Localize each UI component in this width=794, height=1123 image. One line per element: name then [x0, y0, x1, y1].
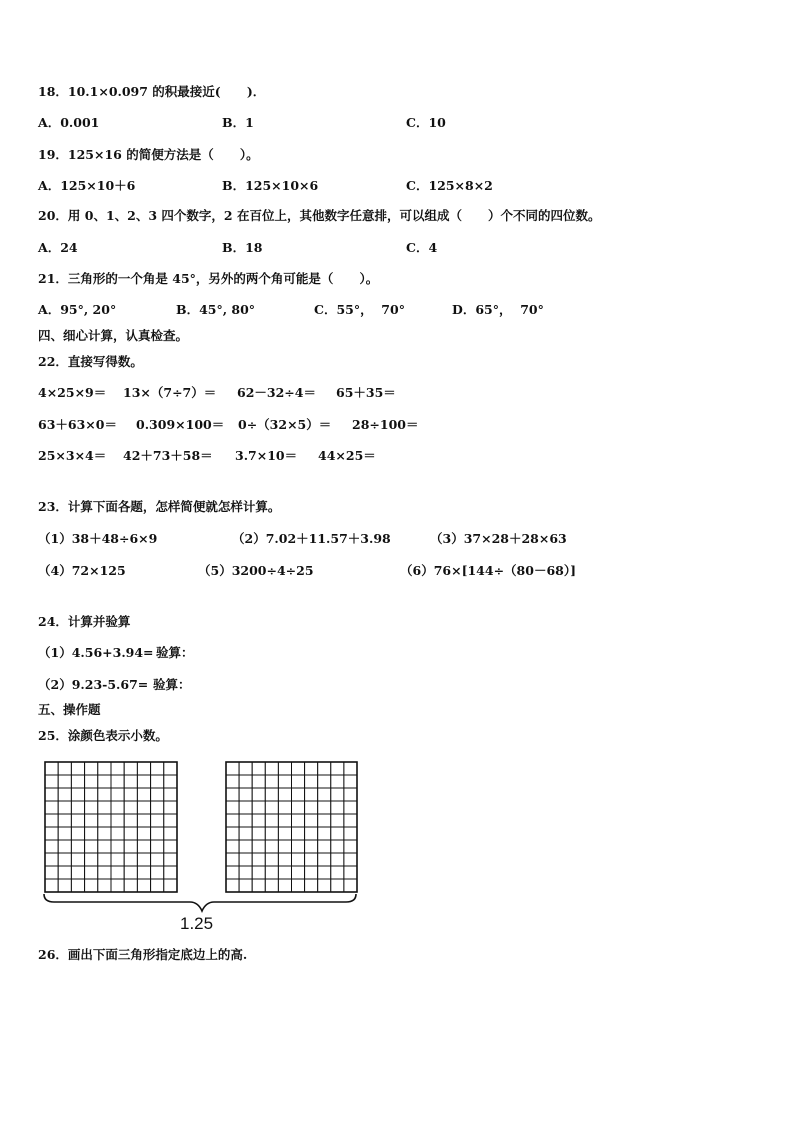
grid-cell[interactable] — [137, 762, 150, 775]
q20-option-c: C．4 — [406, 240, 438, 255]
grid-cell[interactable] — [58, 827, 71, 840]
grid-cell[interactable] — [292, 788, 305, 801]
q20-stem: 20．用 0、1、2、3 四个数字，2 在百位上，其他数字任意排，可以组成（ ）个不同的四位数。 — [38, 208, 601, 223]
grid-cell[interactable] — [344, 866, 357, 879]
grid-cell[interactable] — [239, 801, 252, 814]
q23-item: （3）37×28＋28×63 — [430, 531, 567, 546]
q19-option-c: C．125×8×2 — [406, 178, 493, 193]
grid-cell[interactable] — [318, 775, 331, 788]
grid-cell[interactable] — [85, 827, 98, 840]
grid-cell[interactable] — [71, 801, 84, 814]
grid-cell[interactable] — [58, 788, 71, 801]
grid-cell[interactable] — [58, 853, 71, 866]
grid-cell[interactable] — [292, 775, 305, 788]
grid-cell[interactable] — [252, 853, 265, 866]
grid-cell[interactable] — [164, 879, 177, 892]
q18-stem: 18．10.1×0.097 的积最接近( )． — [38, 84, 266, 99]
grid-cell[interactable] — [164, 840, 177, 853]
grid-cell[interactable] — [344, 788, 357, 801]
grid-cell[interactable] — [252, 788, 265, 801]
q22-stem: 22．直接写得数。 — [38, 354, 143, 369]
grid-cell[interactable] — [124, 840, 137, 853]
grid-cell[interactable] — [151, 762, 164, 775]
grid-cell[interactable] — [292, 840, 305, 853]
q26-stem: 26．画出下面三角形指定底边上的高. — [38, 947, 248, 962]
grid-cell[interactable] — [292, 853, 305, 866]
grid-cell[interactable] — [137, 853, 150, 866]
grid-cell[interactable] — [305, 866, 318, 879]
grid-cell[interactable] — [45, 840, 58, 853]
grid-cell[interactable] — [331, 788, 344, 801]
grid-cell[interactable] — [111, 801, 124, 814]
grid-cell[interactable] — [239, 827, 252, 840]
grid-cell[interactable] — [85, 801, 98, 814]
grid-cell[interactable] — [278, 788, 291, 801]
grid-cell[interactable] — [226, 762, 239, 775]
grid-cell[interactable] — [124, 879, 137, 892]
grid-cell[interactable] — [252, 814, 265, 827]
grid-cell[interactable] — [124, 775, 137, 788]
q23-stem: 23．计算下面各题，怎样简便就怎样计算。 — [38, 499, 281, 514]
q25-stem: 25．涂颜色表示小数。 — [38, 728, 168, 743]
q24-check-label: 验算： — [156, 645, 194, 660]
grid-cell[interactable] — [45, 788, 58, 801]
grid-cell[interactable] — [331, 840, 344, 853]
grid-cell[interactable] — [164, 801, 177, 814]
grid-cell[interactable] — [137, 879, 150, 892]
grid-cell[interactable] — [137, 788, 150, 801]
grid-cell[interactable] — [265, 827, 278, 840]
grid-cell[interactable] — [137, 814, 150, 827]
grid-cell[interactable] — [226, 814, 239, 827]
grid-cell[interactable] — [331, 827, 344, 840]
grid-cell[interactable] — [124, 801, 137, 814]
grid-cell[interactable] — [292, 866, 305, 879]
q21-option-d: D．65°， 70° — [452, 302, 544, 317]
grid-cell[interactable] — [85, 775, 98, 788]
grid-cell[interactable] — [226, 840, 239, 853]
grid-cell[interactable] — [164, 775, 177, 788]
grid-cell[interactable] — [278, 840, 291, 853]
grid-cell[interactable] — [45, 814, 58, 827]
q19-option-a: A．125×10＋6 — [38, 178, 136, 193]
grid-cell[interactable] — [265, 788, 278, 801]
grid-cell[interactable] — [137, 866, 150, 879]
hundred-grid-right[interactable] — [225, 761, 358, 893]
grid-cell[interactable] — [151, 853, 164, 866]
grid-cell[interactable] — [58, 879, 71, 892]
grid-cell[interactable] — [124, 762, 137, 775]
q22-item: 65＋35＝ — [336, 385, 396, 400]
grid-cell[interactable] — [58, 801, 71, 814]
grid-cell[interactable] — [344, 762, 357, 775]
grid-cell[interactable] — [278, 762, 291, 775]
q23-item: （2）7.02＋11.57＋3.98 — [232, 531, 391, 546]
grid-cell[interactable] — [265, 840, 278, 853]
grid-cell[interactable] — [226, 866, 239, 879]
grid-cell[interactable] — [151, 788, 164, 801]
grid-cell[interactable] — [278, 853, 291, 866]
q21-stem: 21．三角形的一个角是 45°，另外的两个角可能是（ ）。 — [38, 271, 379, 286]
grid-cell[interactable] — [239, 840, 252, 853]
grid-cell[interactable] — [331, 814, 344, 827]
grid-cell[interactable] — [85, 788, 98, 801]
q21-option-c: C．55°， 70° — [314, 302, 405, 317]
q22-item: 42＋73＋58＝ — [123, 448, 213, 463]
grid-cell[interactable] — [305, 775, 318, 788]
grid-cell[interactable] — [318, 814, 331, 827]
grid-cell[interactable] — [164, 866, 177, 879]
grid-cell[interactable] — [111, 866, 124, 879]
grid-cell[interactable] — [305, 762, 318, 775]
grid-cell[interactable] — [151, 840, 164, 853]
grid-cell[interactable] — [111, 788, 124, 801]
q24-check-label: 验算： — [153, 677, 191, 692]
grid-cell[interactable] — [252, 827, 265, 840]
q21-option-b: B．45°, 80° — [176, 302, 256, 317]
grid-cell[interactable] — [124, 866, 137, 879]
grid-cell[interactable] — [278, 879, 291, 892]
grid-cell[interactable] — [85, 879, 98, 892]
grid-cell[interactable] — [226, 879, 239, 892]
grid-cell[interactable] — [305, 827, 318, 840]
grid-cell[interactable] — [71, 788, 84, 801]
q24-expr: （2）9.23-5.67= — [38, 677, 149, 692]
section5-title: 五、操作题 — [38, 702, 101, 717]
q22-item: 62－32÷4＝ — [237, 385, 316, 400]
grid-cell[interactable] — [292, 827, 305, 840]
grid-cell[interactable] — [318, 866, 331, 879]
grid-cell[interactable] — [331, 853, 344, 866]
grid-cell[interactable] — [45, 801, 58, 814]
grid-cell[interactable] — [111, 762, 124, 775]
grid-cell[interactable] — [239, 879, 252, 892]
grid-cell[interactable] — [344, 775, 357, 788]
grid-cell[interactable] — [252, 801, 265, 814]
grid-cell[interactable] — [226, 775, 239, 788]
q22-item: 44×25＝ — [318, 448, 376, 463]
grid-cell[interactable] — [292, 801, 305, 814]
q18-option-b: B．1 — [222, 115, 254, 130]
grid-cell[interactable] — [239, 814, 252, 827]
grid-cell[interactable] — [45, 775, 58, 788]
grid-cell[interactable] — [252, 775, 265, 788]
q23-item: （6）76×[144÷（80－68）] — [400, 563, 577, 578]
grid-cell[interactable] — [98, 788, 111, 801]
grid-cell[interactable] — [111, 814, 124, 827]
q22-item: 3.7×10＝ — [235, 448, 298, 463]
grid-cell[interactable] — [331, 866, 344, 879]
grid-cell[interactable] — [98, 801, 111, 814]
q18-option-c: C．10 — [406, 115, 446, 130]
grid-cell[interactable] — [305, 840, 318, 853]
grid-cell[interactable] — [137, 775, 150, 788]
grid-cell[interactable] — [344, 879, 357, 892]
q21-option-a: A．95°, 20° — [38, 302, 117, 317]
grid-cell[interactable] — [305, 801, 318, 814]
grid-cell[interactable] — [124, 788, 137, 801]
grid-cell[interactable] — [98, 866, 111, 879]
grid-cell[interactable] — [239, 788, 252, 801]
grid-cell[interactable] — [344, 840, 357, 853]
grid-cell[interactable] — [151, 827, 164, 840]
q22-item: 63＋63×0＝ — [38, 417, 117, 432]
grid-cell[interactable] — [98, 853, 111, 866]
grid-cell[interactable] — [58, 762, 71, 775]
grid-cell[interactable] — [124, 814, 137, 827]
grid-cell[interactable] — [151, 814, 164, 827]
grid-cell[interactable] — [318, 827, 331, 840]
grid-cell[interactable] — [85, 840, 98, 853]
q22-item: 4×25×9＝ — [38, 385, 107, 400]
grid-cell[interactable] — [344, 814, 357, 827]
grid-cell[interactable] — [164, 814, 177, 827]
q24-expr: （1）4.56+3.94= — [38, 645, 154, 660]
grid-cell[interactable] — [239, 762, 252, 775]
q18-option-a: A．0.001 — [38, 115, 100, 130]
hundred-grid-right-svg[interactable] — [225, 761, 358, 893]
q22-item: 0÷（32×5）＝ — [238, 417, 332, 432]
grid-cell[interactable] — [331, 775, 344, 788]
grid-cell[interactable] — [85, 762, 98, 775]
grid-cell[interactable] — [124, 853, 137, 866]
grid-cell[interactable] — [292, 814, 305, 827]
q20-option-b: B．18 — [222, 240, 263, 255]
q19-option-b: B．125×10×6 — [222, 178, 319, 193]
q22-item: 28÷100＝ — [352, 417, 419, 432]
q24-stem: 24．计算并验算 — [38, 614, 131, 629]
grid-cell[interactable] — [85, 866, 98, 879]
grid-cell[interactable] — [239, 775, 252, 788]
grid-cell[interactable] — [265, 814, 278, 827]
grid-cell[interactable] — [252, 840, 265, 853]
grid-cell[interactable] — [164, 853, 177, 866]
grid-cell[interactable] — [318, 788, 331, 801]
grid-cell[interactable] — [305, 879, 318, 892]
grid-cell[interactable] — [278, 866, 291, 879]
grid-cell[interactable] — [124, 827, 137, 840]
grid-cell[interactable] — [164, 788, 177, 801]
grid-cell[interactable] — [318, 801, 331, 814]
grid-cell[interactable] — [305, 788, 318, 801]
grid-cell[interactable] — [71, 840, 84, 853]
grid-cell[interactable] — [111, 827, 124, 840]
grid-cell[interactable] — [151, 879, 164, 892]
grid-cell[interactable] — [45, 853, 58, 866]
grid-cell[interactable] — [305, 853, 318, 866]
q22-item: 13×（7÷7）＝ — [123, 385, 217, 400]
grid-cell[interactable] — [98, 840, 111, 853]
q23-item: （5）3200÷4÷25 — [198, 563, 314, 578]
brace-path — [44, 894, 356, 911]
brace-value-label: 1.25 — [180, 914, 214, 933]
grid-cell[interactable] — [265, 853, 278, 866]
grid-cell[interactable] — [98, 775, 111, 788]
grid-cell[interactable] — [71, 827, 84, 840]
grid-cell[interactable] — [71, 879, 84, 892]
grid-cell[interactable] — [318, 840, 331, 853]
grid-cell[interactable] — [226, 801, 239, 814]
grid-cell[interactable] — [71, 775, 84, 788]
grid-cell[interactable] — [265, 801, 278, 814]
grid-cell[interactable] — [265, 775, 278, 788]
grid-cell[interactable] — [137, 827, 150, 840]
grid-cell[interactable] — [58, 775, 71, 788]
grid-cell[interactable] — [265, 879, 278, 892]
grid-cell[interactable] — [137, 801, 150, 814]
grid-cell[interactable] — [318, 762, 331, 775]
grid-cell[interactable] — [265, 866, 278, 879]
grid-cell[interactable] — [344, 801, 357, 814]
grid-cell[interactable] — [278, 801, 291, 814]
grid-cell[interactable] — [151, 801, 164, 814]
q22-item: 0.309×100＝ — [136, 417, 225, 432]
grid-cell[interactable] — [98, 879, 111, 892]
section4-title: 四、细心计算，认真检查。 — [38, 328, 189, 343]
grid-cell[interactable] — [45, 879, 58, 892]
grid-cell[interactable] — [45, 827, 58, 840]
q22-item: 25×3×4＝ — [38, 448, 107, 463]
grid-cell[interactable] — [111, 879, 124, 892]
grid-cell[interactable] — [98, 827, 111, 840]
grid-cell[interactable] — [151, 775, 164, 788]
grid-cell[interactable] — [318, 853, 331, 866]
grid-cell[interactable] — [239, 853, 252, 866]
grid-cell[interactable] — [239, 866, 252, 879]
grid-cell[interactable] — [137, 840, 150, 853]
grid-cell[interactable] — [151, 866, 164, 879]
q20-option-a: A．24 — [38, 240, 78, 255]
grid-cell[interactable] — [71, 853, 84, 866]
grid-cell[interactable] — [305, 814, 318, 827]
grid-cell[interactable] — [252, 866, 265, 879]
grid-cell[interactable] — [85, 814, 98, 827]
grid-cell[interactable] — [45, 866, 58, 879]
grid-cell[interactable] — [98, 814, 111, 827]
grid-cell[interactable] — [58, 814, 71, 827]
grid-cell[interactable] — [111, 775, 124, 788]
grid-cell[interactable] — [58, 840, 71, 853]
grid-cell[interactable] — [344, 827, 357, 840]
grid-cell[interactable] — [292, 762, 305, 775]
grid-cell[interactable] — [252, 762, 265, 775]
grid-cell[interactable] — [111, 853, 124, 866]
grid-cell[interactable] — [71, 866, 84, 879]
grid-cell[interactable] — [98, 762, 111, 775]
grid-cell[interactable] — [45, 762, 58, 775]
grid-cell[interactable] — [164, 827, 177, 840]
grid-cell[interactable] — [71, 814, 84, 827]
grid-cell[interactable] — [331, 762, 344, 775]
grid-cell[interactable] — [111, 840, 124, 853]
grid-cell[interactable] — [226, 788, 239, 801]
grid-cell[interactable] — [226, 853, 239, 866]
grid-cell[interactable] — [331, 879, 344, 892]
grid-cell[interactable] — [344, 853, 357, 866]
grid-cell[interactable] — [278, 775, 291, 788]
grid-cell[interactable] — [252, 879, 265, 892]
grid-cell[interactable] — [278, 814, 291, 827]
grid-cell[interactable] — [278, 827, 291, 840]
q23-item: （1）38＋48÷6×9 — [38, 531, 158, 546]
grid-cell[interactable] — [58, 866, 71, 879]
curly-brace — [40, 892, 364, 914]
q23-item: （4）72×125 — [38, 563, 126, 578]
grid-cell[interactable] — [164, 762, 177, 775]
grid-cell[interactable] — [331, 801, 344, 814]
hundred-grid-left[interactable] — [44, 761, 178, 893]
grid-cell[interactable] — [265, 762, 278, 775]
grid-cell[interactable] — [85, 853, 98, 866]
hundred-grid-left-svg[interactable] — [44, 761, 178, 893]
grid-cell[interactable] — [318, 879, 331, 892]
grid-cell[interactable] — [71, 762, 84, 775]
grid-cell[interactable] — [292, 879, 305, 892]
grid-cell[interactable] — [226, 827, 239, 840]
q19-stem: 19．125×16 的简便方法是（ ）。 — [38, 147, 259, 162]
